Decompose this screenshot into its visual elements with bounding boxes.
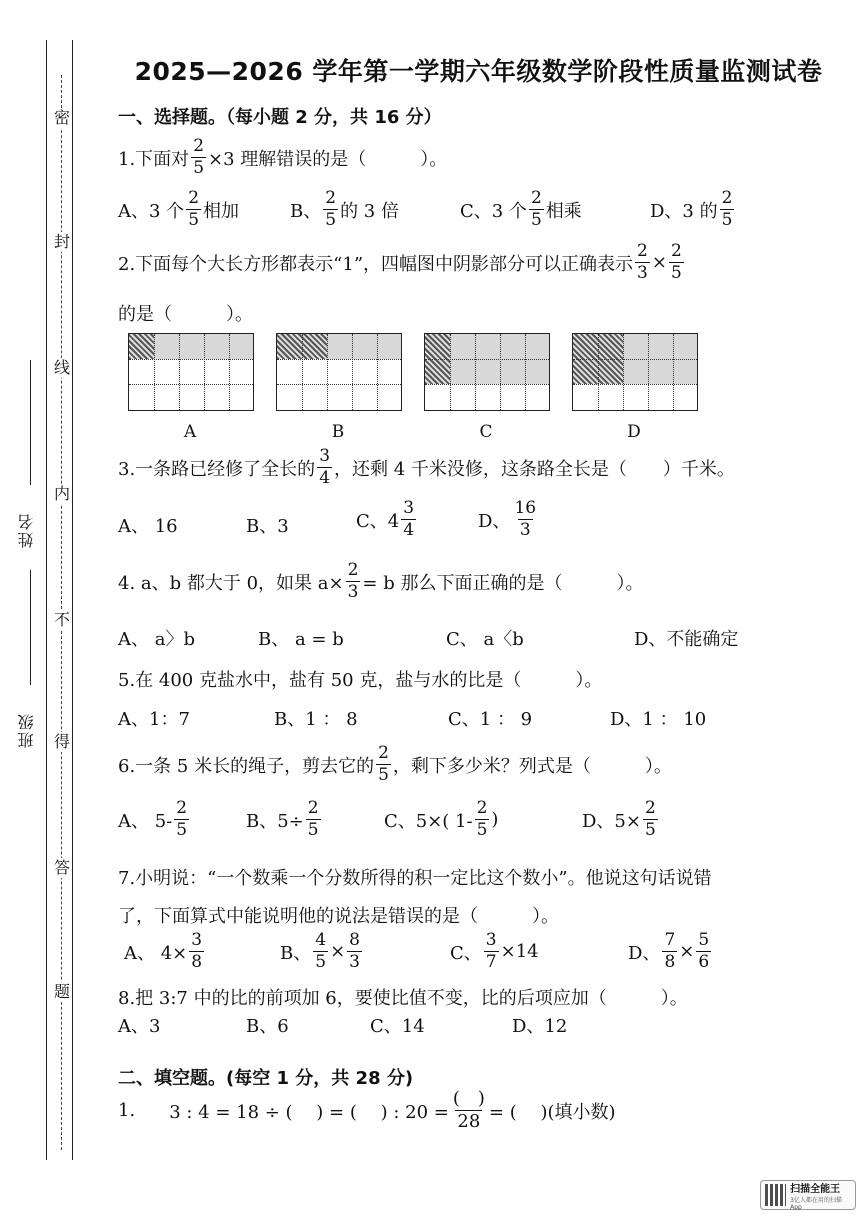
seal-char: 不 xyxy=(53,610,70,629)
q1-option-d[interactable]: D、3 的 2 5 xyxy=(650,188,733,230)
q5-option-c[interactable]: C、1 ： 9 xyxy=(448,709,533,730)
figure-d[interactable] xyxy=(572,333,698,411)
class-write-line[interactable] xyxy=(30,570,31,685)
q1-option-a[interactable]: A、3 个 2 5 相加 xyxy=(118,188,240,230)
q5-option-a[interactable]: A、1：7 xyxy=(118,709,190,730)
seal-char: 得 xyxy=(53,732,70,751)
question-1: 1.下面对 $\frac{2}{5}$ ×3 理解错误的是（ ）。 xyxy=(118,136,448,178)
q5-option-d[interactable]: D、1 ： 10 xyxy=(610,709,707,730)
section2-heading: 二、填空题。(每空 1 分，共 28 分) xyxy=(118,1068,414,1089)
seal-char: 密 xyxy=(53,108,70,127)
figure-a[interactable] xyxy=(128,333,254,411)
fill-question-1[interactable]: 1. 3 : 4 = 18 ÷ ( ) = ( ) : 20 = ( ) 28 = ( )(填小数) xyxy=(118,1088,616,1132)
scanner-app-title: 扫描全能王 xyxy=(790,1183,841,1195)
q4-option-a[interactable]: A、 a〉b xyxy=(118,629,195,650)
name-write-line[interactable] xyxy=(30,360,31,485)
figure-a-label: A xyxy=(183,422,197,442)
figure-d-label: D xyxy=(627,422,641,442)
figure-b-label: B xyxy=(331,422,345,442)
scanner-app-badge xyxy=(760,1180,856,1210)
q8-option-c[interactable]: C、14 xyxy=(370,1016,425,1037)
q4-option-c[interactable]: C、 a〈b xyxy=(446,629,524,650)
question-2-line2: 的是（ ）。 xyxy=(118,304,253,325)
question-7-line2: 了，下面算式中能说明他的说法是错误的是（ ）。 xyxy=(118,906,559,927)
q3-option-a[interactable]: A、 16 xyxy=(118,516,178,537)
q4-option-d[interactable]: D、不能确定 xyxy=(634,629,739,650)
seal-char: 线 xyxy=(53,358,70,377)
question-4: 4. a、b 都大于 0，如果 a× $\frac{2}{3}$ = b 那么下面正确的是（ ）。 xyxy=(118,560,644,602)
q3-option-b[interactable]: B、3 xyxy=(246,516,289,537)
question-7-line1: 7.小明说：“一个数乘一个分数所得的积一定比这个数小”。他说这句话说错 xyxy=(118,868,712,889)
seal-char: 内 xyxy=(53,484,70,503)
figure-c[interactable] xyxy=(424,333,550,411)
class-label: 班级 xyxy=(16,712,36,748)
gray-region xyxy=(327,334,401,359)
q7-option-c[interactable]: C、 $\frac{3}{7}$ ×14 xyxy=(450,930,539,972)
question-5: 5.在 400 克盐水中，盐有 50 克，盐与水的比是（ ）。 xyxy=(118,670,603,691)
q6-option-a[interactable]: A、 5- 2 5 xyxy=(118,798,188,840)
q6-option-d[interactable]: D、5× $\frac{2}{5}$ xyxy=(582,798,656,840)
q8-option-b[interactable]: B、6 xyxy=(246,1016,289,1037)
binding-border-line-inner xyxy=(72,40,73,1160)
question-2: 2.下面每个大长方形都表示“1”，四幅图中阴影部分可以正确表示 $\frac{2}{3}$ × $\frac{2}{5}$ xyxy=(118,241,682,283)
page-title: 2025—2026 学年第一学期六年级数学阶段性质量监测试卷 xyxy=(134,57,823,86)
name-label: 姓名 xyxy=(16,512,36,548)
seal-char: 答 xyxy=(53,858,70,877)
q4-option-b[interactable]: B、 a = b xyxy=(258,629,344,650)
seal-char: 封 xyxy=(53,232,70,251)
section1-heading: 一、选择题。（每小题 2 分，共 16 分） xyxy=(118,107,442,128)
figure-b[interactable] xyxy=(276,333,402,411)
figure-c-label: C xyxy=(479,422,493,442)
q7-option-a[interactable]: A、 4× $\frac{3}{8}$ xyxy=(124,930,203,972)
qr-code-icon xyxy=(765,1184,786,1206)
q8-option-a[interactable]: A、3 xyxy=(118,1016,161,1037)
question-3: 3.一条路已经修了全长的 3 4 ，还剩 4 千米没修，这条路全长是（ ）千米。 xyxy=(118,446,735,488)
shaded-cell xyxy=(129,334,154,359)
q7-option-b[interactable]: B、 $\frac{4}{5}$ × $\frac{8}{3}$ xyxy=(280,930,360,972)
question-6: 6.一条 5 米长的绳子，剪去它的 2 5 ，剩下多少米？列式是（ ）。 xyxy=(118,743,672,785)
fraction: $\frac{2}{5}$ xyxy=(193,136,205,178)
q6-option-b[interactable]: B、5÷ $\frac{2}{5}$ xyxy=(246,798,319,840)
seal-char: 题 xyxy=(53,982,70,1001)
question-8: 8.把 3:7 中的比的前项加 6，要使比值不变，比的后项应加（ ）。 xyxy=(118,988,688,1009)
q1-option-c[interactable]: C、3 个 2 5 相乘 xyxy=(460,188,582,230)
binding-border-line xyxy=(46,40,47,1160)
q1-option-b[interactable]: B、 2 5 的 3 倍 xyxy=(290,188,399,230)
q3-option-c[interactable]: C、4 3 4 xyxy=(356,498,415,540)
q5-option-b[interactable]: B、1 ： 8 xyxy=(274,709,358,730)
q7-option-d[interactable]: D、 $\frac{7}{8}$ × $\frac{5}{6}$ xyxy=(628,930,710,972)
q6-option-c[interactable]: C、5×( 1- 2 5 ) xyxy=(384,798,499,840)
q3-option-d[interactable]: D、 16 3 xyxy=(478,498,537,540)
scanner-app-subtitle: 3亿人都在用的扫描App xyxy=(790,1196,842,1211)
q8-option-d[interactable]: D、12 xyxy=(512,1016,568,1037)
